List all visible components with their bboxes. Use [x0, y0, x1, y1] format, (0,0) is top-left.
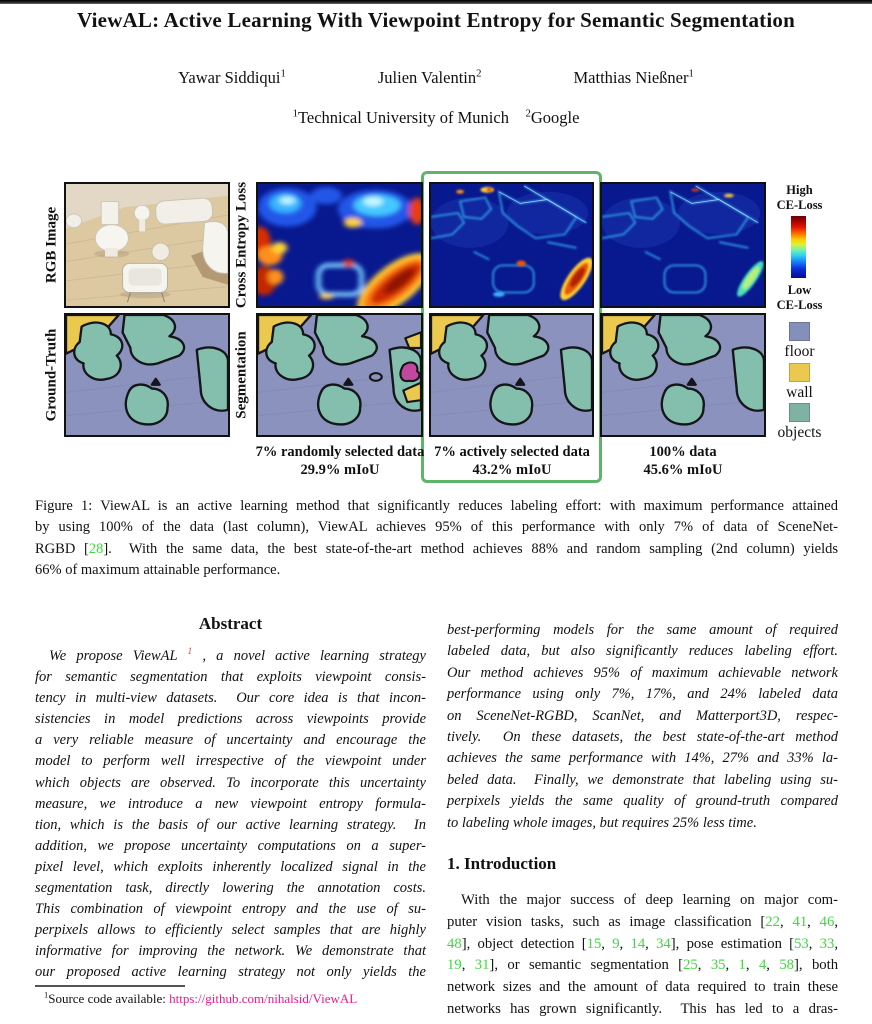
affiliations	[0, 108, 872, 128]
text-line	[35, 991, 435, 1007]
text-segment: Technical University of Munich	[297, 108, 526, 127]
citation: 41	[792, 913, 808, 930]
text-line	[447, 706, 838, 727]
text-segment: 1	[44, 989, 49, 1000]
text-segment: a very reliable measure of uncertainty and encourage the	[35, 732, 426, 749]
legend-label-floor: floor	[784, 343, 815, 360]
text-line	[35, 962, 426, 983]
caption-random-line2: 29.9% mIoU	[300, 461, 380, 478]
text-segment: performance using only 7%, 17%, and 24% labeled data	[447, 686, 838, 703]
text-segment: 2	[525, 107, 531, 120]
citation: 14	[630, 935, 646, 952]
text-segment: ], pose estimation [	[670, 935, 795, 952]
citation: 46	[819, 913, 835, 930]
caption-random-line1: 7% randomly selected data	[255, 444, 425, 460]
text-segment: networks has grown significantly. This has led to a dras-	[447, 1000, 838, 1017]
text-segment: 1	[688, 67, 694, 80]
text-segment: ,	[834, 935, 839, 952]
text-segment: 66% of maximum attainable performance.	[35, 561, 281, 578]
text-line	[447, 934, 838, 956]
text-segment: segmentation task, directly lowering the annotation costs.	[35, 880, 426, 897]
footnote-rule	[35, 985, 185, 987]
caption-active-line1: 7% actively selected data	[434, 444, 590, 460]
caption-active-line2: 43.2% mIoU	[472, 461, 552, 478]
row-label-rgb-image: RGB Image	[43, 206, 60, 284]
text-line	[447, 890, 838, 912]
row-label-cross-entropy-loss: Cross Entropy Loss	[233, 181, 250, 309]
text-segment: ,	[645, 935, 657, 952]
text-segment: addition, we propose uncertainty computations on a super-	[35, 837, 426, 854]
text-line	[35, 751, 426, 772]
segmentation-panel-random	[256, 313, 423, 437]
text-line	[35, 836, 426, 857]
text-segment: This combination of viewpoint entropy and the use of su-	[35, 901, 426, 918]
text-segment: best-performing models for the same amount of required	[447, 622, 838, 638]
text-line	[35, 920, 426, 941]
text-segment: ,	[766, 957, 780, 974]
caption-full-line1: 100% data	[649, 444, 717, 460]
text-line	[447, 813, 838, 834]
text-segment: ,	[807, 913, 820, 930]
row-label-ground-truth: Ground-Truth	[43, 328, 60, 422]
citation: 31	[474, 957, 490, 974]
abstract-column-right	[447, 620, 838, 834]
text-line	[35, 709, 426, 730]
text-line	[447, 770, 838, 791]
text-segment: ,	[461, 957, 475, 974]
text-segment: Google	[530, 108, 580, 127]
text-line	[35, 688, 426, 709]
text-line	[35, 899, 426, 920]
text-segment: ,	[745, 957, 759, 974]
text-line	[447, 727, 838, 748]
text-segment: , a novel active learning strategy	[192, 648, 426, 664]
text-segment: ], object detection [	[461, 935, 587, 952]
text-segment: ], both	[794, 957, 839, 974]
citation: 4	[758, 957, 767, 974]
text-line	[447, 620, 838, 641]
text-segment: beled data. Finally, we demonstrate that labeling using su-	[447, 771, 838, 788]
introduction-heading: 1. Introduction	[447, 854, 557, 873]
legend-swatch-objects	[789, 403, 810, 422]
text-line	[35, 539, 838, 560]
text-line	[573, 68, 693, 88]
text-line	[35, 941, 426, 962]
text-line	[447, 977, 838, 999]
text-segment: puter vision tasks, such as image classification [	[447, 913, 766, 930]
text-line	[378, 68, 482, 88]
text-line	[447, 791, 838, 812]
text-line	[0, 108, 872, 128]
ground-truth-panel	[64, 313, 230, 437]
text-segment: informative for improving the network. We demonstrate that	[35, 943, 426, 960]
text-line	[35, 560, 838, 581]
text-line	[35, 794, 426, 815]
text-segment: ], or semantic segmentation [	[489, 957, 684, 974]
abstract-heading: Abstract	[198, 614, 263, 633]
text-line	[447, 912, 838, 934]
ce-loss-panel-random	[256, 182, 423, 308]
rgb-image-panel	[64, 182, 230, 308]
text-segment: ,	[601, 935, 613, 952]
authors-row	[0, 68, 872, 88]
text-line	[35, 667, 426, 688]
caption-active-column	[416, 444, 608, 479]
text-segment: Source code available:	[48, 991, 170, 1006]
footnote-link[interactable]: https://github.com/nihalsid/ViewAL	[169, 991, 358, 1006]
text-line	[447, 684, 838, 705]
citation: 53	[794, 935, 809, 952]
text-segment: ,	[779, 913, 793, 930]
text-segment: network sizes and the amount of data required to train these	[447, 979, 838, 996]
text-line	[35, 496, 838, 517]
text-segment: We propose ViewAL	[49, 648, 188, 664]
text-segment: ,	[808, 935, 820, 952]
text-segment: our proposed active learning strategy not only yields the	[35, 964, 426, 981]
text-line	[447, 641, 838, 662]
text-line	[35, 517, 838, 538]
text-segment: Figure 1: ViewAL is an active learning method that significantly reduces labeling effort: with maximum performance attained	[35, 498, 838, 514]
citation: 48	[447, 935, 462, 952]
colorbar-low-label: Low CE-Loss	[776, 283, 823, 312]
text-segment: pixel level, which exploits inherently localized signal in the	[35, 858, 426, 875]
citation: 19	[447, 957, 462, 974]
citation: 35	[710, 957, 726, 974]
text-segment: Matthias Nießner	[573, 68, 689, 87]
text-segment: 1	[187, 647, 193, 658]
text-segment: by using 100% of the data (last column), ViewAL achieves 95% of this performance with only 7% of data of SceneNet-	[35, 519, 838, 536]
text-segment: tively. On these datasets, the best state-of-the-art method	[447, 729, 838, 746]
row-label-segmentation: Segmentation	[233, 331, 250, 419]
colorbar-high-label: High CE-Loss	[776, 183, 823, 212]
citation: 28	[88, 540, 104, 557]
text-segment: on SceneNet-RGBD, ScanNet, and Matterport3D, respec-	[447, 707, 838, 724]
text-segment: perpixels allows to efficiently select samples that are highly	[35, 922, 426, 939]
citation: 15	[586, 935, 602, 952]
text-line	[35, 773, 426, 794]
text-segment: tion, which is the basis of our active learning strategy. In	[35, 816, 426, 833]
text-line	[447, 663, 838, 684]
text-segment: Our method achieves 95% of maximum achievable network	[447, 664, 838, 681]
text-segment: 2	[476, 67, 482, 80]
text-segment: tency in multi-view datasets. Our core idea is that incon-	[35, 690, 426, 707]
caption-full-line2: 45.6% mIoU	[643, 461, 723, 478]
citation: 34	[656, 935, 671, 952]
ce-loss-panel-active	[429, 182, 594, 308]
citation: 22	[765, 913, 780, 930]
legend-label-wall: wall	[786, 384, 813, 401]
text-line	[178, 68, 286, 88]
text-line	[35, 878, 426, 899]
citation: 9	[612, 935, 620, 952]
text-segment: ,	[725, 957, 739, 974]
caption-random-column	[244, 444, 436, 479]
ce-loss-colorbar	[791, 216, 806, 278]
text-segment: ,	[834, 913, 839, 930]
text-line	[35, 730, 426, 751]
text-segment: With the major success of deep learning on major com-	[461, 892, 838, 908]
text-segment: 1	[292, 107, 298, 120]
text-line	[35, 815, 426, 836]
ce-loss-panel-full	[600, 182, 766, 308]
text-segment: model to perform well irrespective of the viewpoint under	[35, 753, 426, 770]
citation: 58	[779, 957, 795, 974]
legend-label-objects: objects	[777, 424, 822, 441]
text-line	[35, 646, 426, 667]
text-segment: labeled data, but also significantly reduces labeling effort.	[447, 643, 838, 660]
introduction-body	[447, 890, 838, 1021]
text-segment: ,	[697, 957, 711, 974]
text-segment: achieves the same performance with 14%, 27% and 33% la-	[447, 750, 838, 767]
abstract-column-left	[35, 646, 426, 984]
segmentation-panel-full	[600, 313, 766, 437]
text-segment: 1	[280, 67, 286, 80]
text-line	[447, 999, 838, 1021]
text-segment: Yawar Siddiqui	[178, 68, 281, 87]
text-segment: RGBD [	[35, 540, 89, 557]
segmentation-panel-active	[429, 313, 594, 437]
text-segment: ]. With the same data, the best state-of-the-art method achieves 88% and random sampling (2nd column) yields	[103, 540, 838, 557]
legend-swatch-floor	[789, 322, 810, 341]
paper-title: ViewAL: Active Learning With Viewpoint Entropy for Semantic Segmentation	[77, 8, 795, 32]
text-segment: ,	[619, 935, 631, 952]
footnote	[35, 991, 435, 1007]
figure1-caption	[35, 496, 838, 581]
text-segment: to labeling whole images, but requires 25% less time.	[447, 814, 757, 831]
caption-full-column	[587, 444, 779, 479]
text-segment: for semantic segmentation that exploits viewpoint consis-	[35, 669, 426, 686]
text-line	[35, 857, 426, 878]
text-segment: measure, we introduce a new viewpoint entropy formula-	[35, 795, 426, 812]
text-line	[447, 955, 838, 977]
window-top-edge	[0, 0, 872, 4]
text-segment: sistencies in model predictions across viewpoints provide	[35, 711, 426, 728]
text-line	[447, 748, 838, 769]
citation: 33	[819, 935, 835, 952]
citation: 1	[738, 957, 746, 974]
text-segment: which objects are observed. To incorporate this uncertainty	[35, 774, 426, 791]
citation: 25	[683, 957, 698, 974]
text-segment: perpixels yields the same quality of ground-truth compared	[447, 793, 838, 810]
text-segment: Julien Valentin	[377, 68, 477, 87]
legend-swatch-wall	[789, 363, 810, 382]
